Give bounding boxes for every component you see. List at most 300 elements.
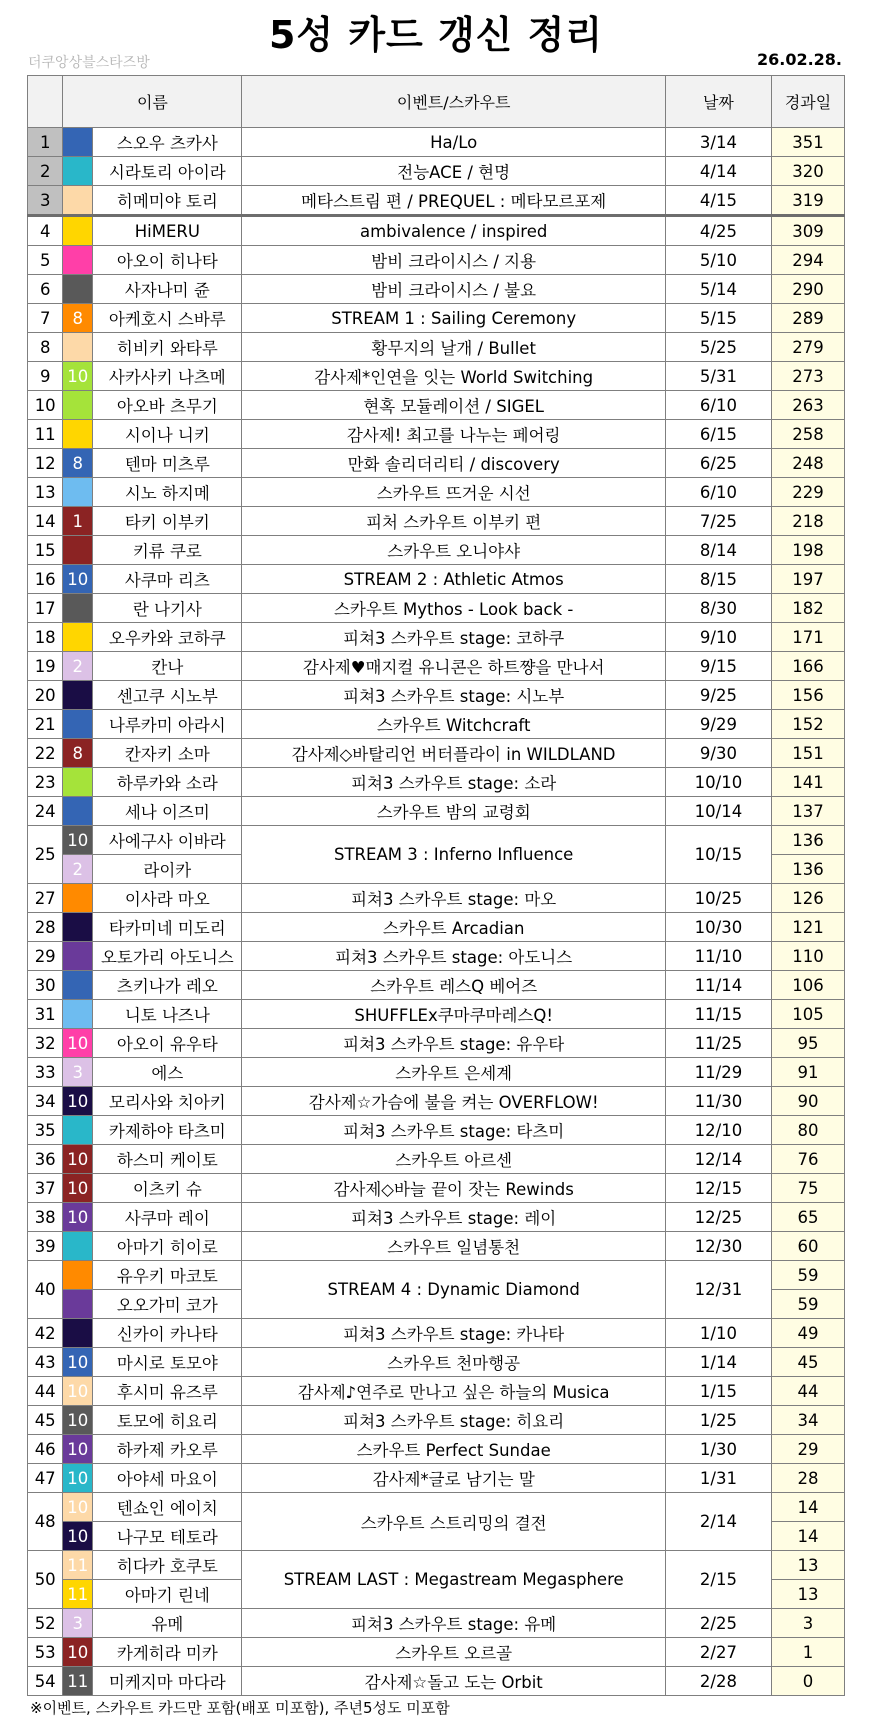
table-row: [28, 246, 845, 275]
rank-cell: 24: [28, 797, 63, 826]
event-name: STREAM 4 : Dynamic Diamond: [242, 1261, 665, 1319]
table-row: [28, 710, 845, 739]
character-name: HiMERU: [93, 216, 242, 246]
table-row: [28, 1319, 845, 1348]
rank-cell: 14: [28, 507, 63, 536]
unit-color-swatch: [63, 1000, 93, 1029]
unit-color-swatch: [63, 536, 93, 565]
unit-color-swatch: [63, 216, 93, 246]
elapsed-days: 198: [772, 536, 845, 565]
event-date: 10/30: [665, 913, 771, 942]
event-name: ambivalence / inspired: [242, 216, 665, 246]
event-name: 스카우트 오니야샤: [242, 536, 665, 565]
table-row: [28, 1203, 845, 1232]
event-name: 스카우트 일념통천: [242, 1232, 665, 1261]
table-row: [28, 128, 845, 157]
character-name: 츠키나가 레오: [93, 971, 242, 1000]
table-row: [28, 1261, 845, 1290]
table-row: [28, 449, 845, 478]
unit-color-swatch: 10: [63, 1464, 93, 1493]
elapsed-days: 166: [772, 652, 845, 681]
table-row: [28, 1116, 845, 1145]
unit-color-swatch: [63, 1319, 93, 1348]
rank-cell: 18: [28, 623, 63, 652]
event-name: 스카우트 Arcadian: [242, 913, 665, 942]
elapsed-days: 248: [772, 449, 845, 478]
elapsed-days: 110: [772, 942, 845, 971]
character-name: 타카미네 미도리: [93, 913, 242, 942]
elapsed-days: 137: [772, 797, 845, 826]
table-row: [28, 507, 845, 536]
card-renewal-table: [27, 75, 845, 1696]
character-name: 히다카 호쿠토: [93, 1551, 242, 1580]
elapsed-days: 218: [772, 507, 845, 536]
event-date: 10/25: [665, 884, 771, 913]
rank-cell: 38: [28, 1203, 63, 1232]
event-name: 피쳐3 스카우트 stage: 유메: [242, 1609, 665, 1638]
table-row: [28, 681, 845, 710]
elapsed-days: 171: [772, 623, 845, 652]
rank-cell: 1: [28, 128, 63, 157]
event-date: 9/10: [665, 623, 771, 652]
unit-color-swatch: 8: [63, 304, 93, 333]
elapsed-days: 44: [772, 1377, 845, 1406]
table-row: [28, 594, 845, 623]
rank-cell: 22: [28, 739, 63, 768]
event-name: Ha/Lo: [242, 128, 665, 157]
table-row: [28, 1493, 845, 1522]
event-name: 스카우트 뜨거운 시선: [242, 478, 665, 507]
table-row: [28, 1145, 845, 1174]
table-row: [28, 826, 845, 855]
rank-cell: 54: [28, 1667, 63, 1696]
table-row: [28, 1638, 845, 1667]
elapsed-days: 121: [772, 913, 845, 942]
page-title: 5성 카드 갱신 정리: [268, 13, 604, 57]
unit-color-swatch: [63, 391, 93, 420]
table-row: [28, 971, 845, 1000]
event-date: 4/15: [665, 186, 771, 216]
elapsed-days: 197: [772, 565, 845, 594]
event-name: 피쳐3 스카우트 stage: 코하쿠: [242, 623, 665, 652]
elapsed-days: 289: [772, 304, 845, 333]
rank-cell: 45: [28, 1406, 63, 1435]
elapsed-days: 151: [772, 739, 845, 768]
unit-color-swatch: 10: [63, 1174, 93, 1203]
rank-cell: 46: [28, 1435, 63, 1464]
header-date: 날짜: [665, 76, 771, 128]
unit-color-swatch: 11: [63, 1667, 93, 1696]
rank-cell: 40: [28, 1261, 63, 1319]
character-name: 시라토리 아이라: [93, 157, 242, 186]
update-date: 26.02.28.: [756, 50, 842, 69]
rank-cell: 4: [28, 216, 63, 246]
character-name: 아오이 히나타: [93, 246, 242, 275]
event-date: 5/31: [665, 362, 771, 391]
rank-cell: 39: [28, 1232, 63, 1261]
character-name: 유우키 마코토: [93, 1261, 242, 1290]
event-name: 밤비 크라이시스 / 불요: [242, 275, 665, 304]
elapsed-days: 59: [772, 1290, 845, 1319]
character-name: 모리사와 치아키: [93, 1087, 242, 1116]
unit-color-swatch: [63, 1116, 93, 1145]
unit-color-swatch: [63, 623, 93, 652]
character-name: 텐마 미츠루: [93, 449, 242, 478]
character-name: 사쿠마 레이: [93, 1203, 242, 1232]
character-name: 미케지마 마다라: [93, 1667, 242, 1696]
rank-cell: 44: [28, 1377, 63, 1406]
unit-color-swatch: 8: [63, 449, 93, 478]
event-name: 감사제◇바늘 끝이 잣는 Rewinds: [242, 1174, 665, 1203]
elapsed-days: 294: [772, 246, 845, 275]
event-date: 6/25: [665, 449, 771, 478]
rank-cell: 52: [28, 1609, 63, 1638]
event-name: 피처 스카우트 이부키 편: [242, 507, 665, 536]
rank-cell: 37: [28, 1174, 63, 1203]
table-row: [28, 1174, 845, 1203]
elapsed-days: 258: [772, 420, 845, 449]
event-date: 11/15: [665, 1000, 771, 1029]
event-name: 밤비 크라이시스 / 지용: [242, 246, 665, 275]
character-name: 아오이 유우타: [93, 1029, 242, 1058]
table-row: [28, 942, 845, 971]
unit-color-swatch: [63, 275, 93, 304]
event-date: 1/30: [665, 1435, 771, 1464]
unit-color-swatch: [63, 797, 93, 826]
event-date: 11/25: [665, 1029, 771, 1058]
event-date: 1/31: [665, 1464, 771, 1493]
event-date: 2/25: [665, 1609, 771, 1638]
character-name: 신카이 카나타: [93, 1319, 242, 1348]
event-date: 9/25: [665, 681, 771, 710]
unit-color-swatch: [63, 1232, 93, 1261]
rank-cell: 21: [28, 710, 63, 739]
event-date: 5/25: [665, 333, 771, 362]
rank-cell: 48: [28, 1493, 63, 1551]
unit-color-swatch: 2: [63, 855, 93, 884]
table-row: [28, 1551, 845, 1580]
elapsed-days: 126: [772, 884, 845, 913]
event-name: 스카우트 스트리밍의 결전: [242, 1493, 665, 1551]
event-date: 8/30: [665, 594, 771, 623]
unit-color-swatch: 10: [63, 1638, 93, 1667]
character-name: 하카제 카오루: [93, 1435, 242, 1464]
event-date: 2/15: [665, 1551, 771, 1609]
rank-cell: 19: [28, 652, 63, 681]
event-date: 1/10: [665, 1319, 771, 1348]
rank-cell: 33: [28, 1058, 63, 1087]
character-name: 히비키 와타루: [93, 333, 242, 362]
character-name: 라이카: [93, 855, 242, 884]
rank-cell: 17: [28, 594, 63, 623]
unit-color-swatch: [63, 157, 93, 186]
elapsed-days: 59: [772, 1261, 845, 1290]
event-name: STREAM 1 : Sailing Ceremony: [242, 304, 665, 333]
unit-color-swatch: [63, 333, 93, 362]
table-row: [28, 652, 845, 681]
unit-color-swatch: 2: [63, 652, 93, 681]
character-name: 사카사키 나츠메: [93, 362, 242, 391]
unit-color-swatch: [63, 971, 93, 1000]
event-date: 6/10: [665, 478, 771, 507]
event-name: 황무지의 날개 / Bullet: [242, 333, 665, 362]
unit-color-swatch: 3: [63, 1609, 93, 1638]
table-row: [28, 1029, 845, 1058]
elapsed-days: 34: [772, 1406, 845, 1435]
table-row: [28, 768, 845, 797]
character-name: 이츠키 슈: [93, 1174, 242, 1203]
event-date: 5/10: [665, 246, 771, 275]
rank-cell: 30: [28, 971, 63, 1000]
character-name: 센고쿠 시노부: [93, 681, 242, 710]
unit-color-swatch: 11: [63, 1580, 93, 1609]
rank-cell: 2: [28, 157, 63, 186]
elapsed-days: 3: [772, 1609, 845, 1638]
event-date: 12/31: [665, 1261, 771, 1319]
event-name: 감사제♥매지컬 유니콘은 하트쨩을 만나서: [242, 652, 665, 681]
event-name: 메타스트림 편 / PREQUEL : 메타모르포제: [242, 186, 665, 216]
table-row: [28, 565, 845, 594]
unit-color-swatch: [63, 1290, 93, 1319]
character-name: 세나 이즈미: [93, 797, 242, 826]
character-name: 사쿠마 리츠: [93, 565, 242, 594]
elapsed-days: 91: [772, 1058, 845, 1087]
table-row: [28, 739, 845, 768]
event-name: 스카우트 은세계: [242, 1058, 665, 1087]
event-name: 스카우트 Mythos - Look back -: [242, 594, 665, 623]
rank-cell: 25: [28, 826, 63, 884]
character-name: 아케호시 스바루: [93, 304, 242, 333]
event-date: 11/30: [665, 1087, 771, 1116]
character-name: 칸자키 소마: [93, 739, 242, 768]
table-row: [28, 797, 845, 826]
event-date: 4/14: [665, 157, 771, 186]
event-date: 12/10: [665, 1116, 771, 1145]
event-date: 8/15: [665, 565, 771, 594]
table-row: [28, 1609, 845, 1638]
unit-color-swatch: [63, 420, 93, 449]
event-name: 감사제◇바탈리언 버터플라이 in WILDLAND: [242, 739, 665, 768]
rank-cell: 11: [28, 420, 63, 449]
character-name: 토모에 히요리: [93, 1406, 242, 1435]
event-date: 11/14: [665, 971, 771, 1000]
elapsed-days: 105: [772, 1000, 845, 1029]
character-name: 사에구사 이바라: [93, 826, 242, 855]
table-row: [28, 1435, 845, 1464]
table-row: [28, 913, 845, 942]
unit-color-swatch: 10: [63, 1203, 93, 1232]
elapsed-days: 14: [772, 1522, 845, 1551]
elapsed-days: 14: [772, 1493, 845, 1522]
rank-cell: 35: [28, 1116, 63, 1145]
event-date: 7/25: [665, 507, 771, 536]
character-name: 칸나: [93, 652, 242, 681]
rank-cell: 53: [28, 1638, 63, 1667]
unit-color-swatch: [63, 594, 93, 623]
table-row: [28, 216, 845, 246]
event-name: 스카우트 밤의 교령회: [242, 797, 665, 826]
event-name: 감사제♪연주로 만나고 싶은 하늘의 Musica: [242, 1377, 665, 1406]
character-name: 유메: [93, 1609, 242, 1638]
header-event: 이벤트/스카우트: [242, 76, 665, 128]
character-name: 사자나미 쥰: [93, 275, 242, 304]
event-date: 2/14: [665, 1493, 771, 1551]
event-date: 11/29: [665, 1058, 771, 1087]
rank-cell: 43: [28, 1348, 63, 1377]
elapsed-days: 309: [772, 216, 845, 246]
event-date: 1/14: [665, 1348, 771, 1377]
character-name: 오우카와 코하쿠: [93, 623, 242, 652]
event-date: 5/15: [665, 304, 771, 333]
character-name: 마시로 토모야: [93, 1348, 242, 1377]
event-name: 감사제! 최고를 나누는 페어링: [242, 420, 665, 449]
character-name: 시이나 니키: [93, 420, 242, 449]
unit-color-swatch: 10: [63, 1493, 93, 1522]
event-name: SHUFFLEx쿠마쿠마레스Q!: [242, 1000, 665, 1029]
event-date: 2/27: [665, 1638, 771, 1667]
rank-cell: 36: [28, 1145, 63, 1174]
elapsed-days: 49: [772, 1319, 845, 1348]
event-name: 전능ACE / 현명: [242, 157, 665, 186]
event-name: 현혹 모듈레이션 / SIGEL: [242, 391, 665, 420]
unit-color-swatch: [63, 681, 93, 710]
table-row: [28, 362, 845, 391]
event-name: 스카우트 아르센: [242, 1145, 665, 1174]
elapsed-days: 95: [772, 1029, 845, 1058]
unit-color-swatch: 10: [63, 362, 93, 391]
character-name: 아마기 히이로: [93, 1232, 242, 1261]
elapsed-days: 136: [772, 855, 845, 884]
character-name: 하스미 케이토: [93, 1145, 242, 1174]
event-date: 10/10: [665, 768, 771, 797]
elapsed-days: 13: [772, 1580, 845, 1609]
elapsed-days: 273: [772, 362, 845, 391]
rank-cell: 16: [28, 565, 63, 594]
event-name: 스카우트 오르골: [242, 1638, 665, 1667]
character-name: 아오바 츠무기: [93, 391, 242, 420]
table-row: [28, 420, 845, 449]
table-row: [28, 186, 845, 216]
rank-cell: 10: [28, 391, 63, 420]
table-row: [28, 157, 845, 186]
unit-color-swatch: 10: [63, 1522, 93, 1551]
rank-cell: 15: [28, 536, 63, 565]
table-header-row: [28, 76, 845, 128]
table-row: [28, 1000, 845, 1029]
rank-cell: 27: [28, 884, 63, 913]
event-name: STREAM 2 : Athletic Atmos: [242, 565, 665, 594]
character-name: 나루카미 아라시: [93, 710, 242, 739]
elapsed-days: 75: [772, 1174, 845, 1203]
event-date: 11/10: [665, 942, 771, 971]
elapsed-days: 60: [772, 1232, 845, 1261]
event-date: 1/25: [665, 1406, 771, 1435]
unit-color-swatch: 10: [63, 565, 93, 594]
table-row: [28, 1464, 845, 1493]
event-date: 4/25: [665, 216, 771, 246]
rank-cell: 5: [28, 246, 63, 275]
character-name: 오토가리 아도니스: [93, 942, 242, 971]
unit-color-swatch: [63, 128, 93, 157]
header-corner: [28, 76, 63, 128]
elapsed-days: 76: [772, 1145, 845, 1174]
unit-color-swatch: 11: [63, 1551, 93, 1580]
elapsed-days: 141: [772, 768, 845, 797]
event-date: 6/10: [665, 391, 771, 420]
elapsed-days: 319: [772, 186, 845, 216]
elapsed-days: 13: [772, 1551, 845, 1580]
event-name: 감사제☆가슴에 불을 켜는 OVERFLOW!: [242, 1087, 665, 1116]
rank-cell: 13: [28, 478, 63, 507]
event-date: 1/15: [665, 1377, 771, 1406]
event-name: 피쳐3 스카우트 stage: 카나타: [242, 1319, 665, 1348]
event-name: 스카우트 Perfect Sundae: [242, 1435, 665, 1464]
table-row: [28, 333, 845, 362]
table-row: [28, 1348, 845, 1377]
event-date: 6/15: [665, 420, 771, 449]
rank-cell: 47: [28, 1464, 63, 1493]
unit-color-swatch: 10: [63, 1435, 93, 1464]
event-name: 스카우트 Witchcraft: [242, 710, 665, 739]
event-name: 피쳐3 스카우트 stage: 아도니스: [242, 942, 665, 971]
watermark: 더쿠앙상블스타즈방: [28, 55, 150, 71]
table-row: [28, 391, 845, 420]
event-date: 12/30: [665, 1232, 771, 1261]
unit-color-swatch: [63, 768, 93, 797]
event-name: 스카우트 레스Q 베어즈: [242, 971, 665, 1000]
unit-color-swatch: 3: [63, 1058, 93, 1087]
unit-color-swatch: 10: [63, 1145, 93, 1174]
unit-color-swatch: [63, 186, 93, 216]
event-date: 10/15: [665, 826, 771, 884]
rank-cell: 42: [28, 1319, 63, 1348]
rank-cell: 23: [28, 768, 63, 797]
event-date: 3/14: [665, 128, 771, 157]
unit-color-swatch: 10: [63, 826, 93, 855]
character-name: 타키 이부키: [93, 507, 242, 536]
character-name: 아야세 마요이: [93, 1464, 242, 1493]
character-name: 카제하야 타츠미: [93, 1116, 242, 1145]
table-row: [28, 478, 845, 507]
rank-cell: 34: [28, 1087, 63, 1116]
footnote: ※이벤트, 스카우트 카드만 포함(배포 미포함), 주년5성도 미포함: [30, 1699, 450, 1717]
event-name: 감사제*글로 남기는 말: [242, 1464, 665, 1493]
elapsed-days: 229: [772, 478, 845, 507]
elapsed-days: 29: [772, 1435, 845, 1464]
character-name: 란 나기사: [93, 594, 242, 623]
character-name: 니토 나즈나: [93, 1000, 242, 1029]
event-date: 8/14: [665, 536, 771, 565]
event-date: 10/14: [665, 797, 771, 826]
elapsed-days: 28: [772, 1464, 845, 1493]
rank-cell: 9: [28, 362, 63, 391]
rank-cell: 20: [28, 681, 63, 710]
event-name: 감사제*인연을 잇는 World Switching: [242, 362, 665, 391]
event-date: 5/14: [665, 275, 771, 304]
elapsed-days: 65: [772, 1203, 845, 1232]
rank-cell: 7: [28, 304, 63, 333]
table-row: [28, 536, 845, 565]
character-name: 이사라 마오: [93, 884, 242, 913]
rank-cell: 6: [28, 275, 63, 304]
elapsed-days: 80: [772, 1116, 845, 1145]
unit-color-swatch: [63, 478, 93, 507]
elapsed-days: 156: [772, 681, 845, 710]
elapsed-days: 152: [772, 710, 845, 739]
character-name: 키류 쿠로: [93, 536, 242, 565]
table-row: [28, 1232, 845, 1261]
character-name: 오오가미 코가: [93, 1290, 242, 1319]
